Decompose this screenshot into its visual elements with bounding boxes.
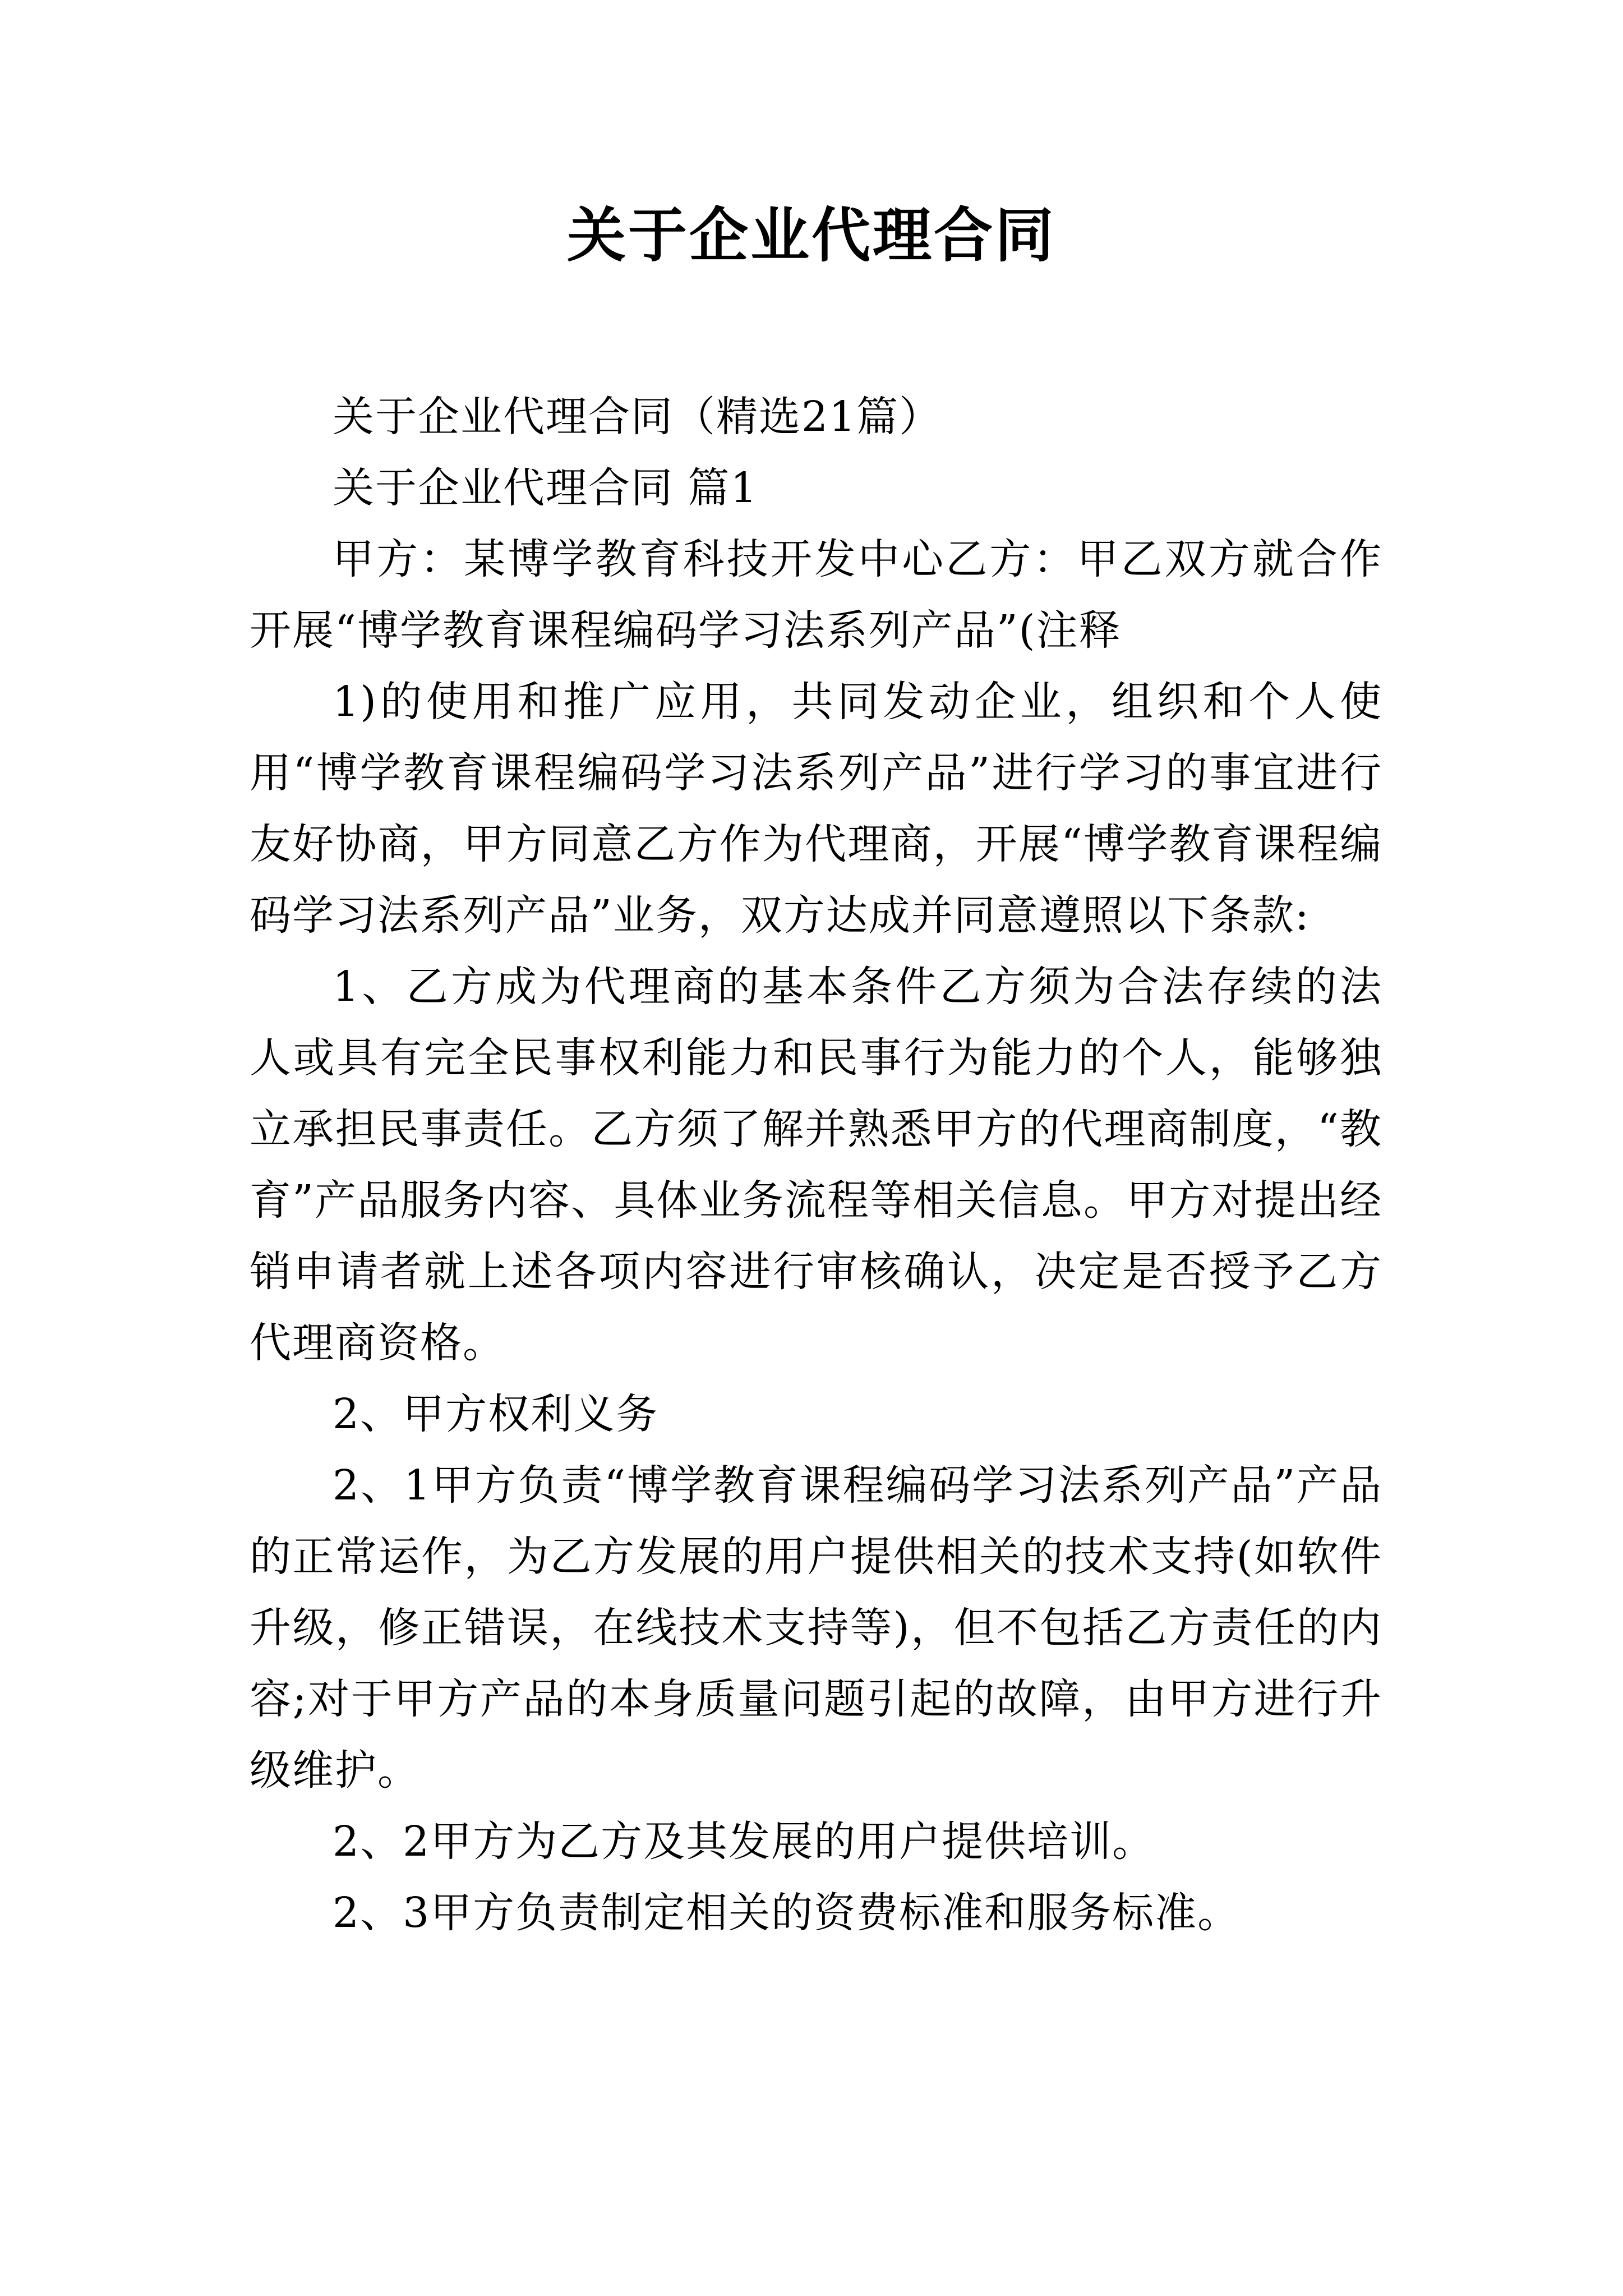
paragraph-clause-2-1: 2、1甲方负责“博学教育课程编码学习法系列产品”产品的正常运作，为乙方发展的用户提供相关的技术支持(如软件升级，修正错误，在线技术支持等)，但不包括乙方责任的内容;对于甲方产品的本身质量问题引起的故障，由甲方进行升级维护。 — [250, 1461, 1382, 1795]
paragraph-section-heading: 关于企业代理合同 篇1 — [333, 464, 758, 512]
paragraph-clause-2-2: 2、2甲方为乙方及其发展的用户提供培训。 — [333, 1818, 1155, 1866]
document-body — [250, 381, 1382, 1949]
paragraph-agreement-intro: 1)的使用和推广应用，共同发动企业，组织和个人使用“博学教育课程编码学习法系列产品”进行学习的事宜进行友好协商，甲方同意乙方作为代理商，开展“博学教育课程编码学习法系列产品”业务，双方达成并同意遵照以下条款: — [250, 678, 1382, 940]
paragraph-subtitle: 关于企业代理合同（精选21篇） — [333, 393, 942, 441]
paragraph-parties: 甲方：某博学教育科技开发中心乙方：甲乙双方就合作开展“博学教育课程编码学习法系列产品”(注释 — [250, 535, 1382, 655]
paragraph-clause-2-3: 2、3甲方负责制定相关的资费标准和服务标准。 — [333, 1889, 1241, 1937]
paragraph-clause-1: 1、乙方成为代理商的基本条件乙方须为合法存续的法人或具有完全民事权利能力和民事行为能力的个人，能够独立承担民事责任。乙方须了解并熟悉甲方的代理商制度，“教育”产品服务内容、具体业务流程等相关信息。甲方对提出经销申请者就上述各项内容进行审核确认，决定是否授予乙方代理商资格。 — [250, 963, 1382, 1367]
paragraph-clause-2-heading: 2、甲方权利义务 — [333, 1390, 659, 1438]
document-title: 关于企业代理合同 — [566, 201, 1056, 270]
